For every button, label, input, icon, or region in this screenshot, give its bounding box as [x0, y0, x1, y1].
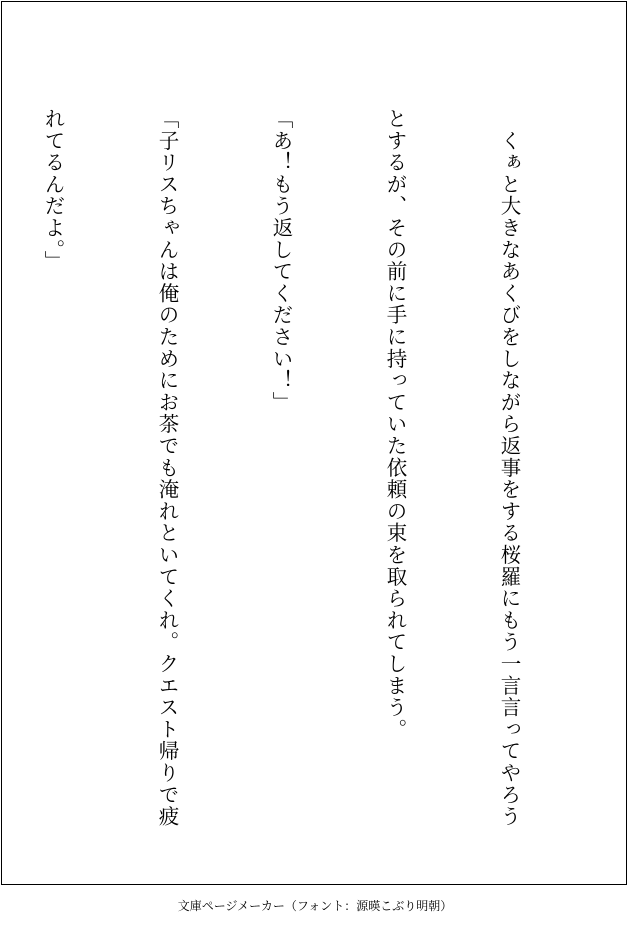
- page-frame: [1, 1, 627, 885]
- footer-caption: 文庫ページメーカー（フォント：源暎こぶり明朝）: [177, 899, 453, 913]
- text-line-3: 「あ！もう返してください！」: [269, 108, 293, 414]
- text-line-1: くぁと大きなあくびをしながら返事をする桜羅にもう一言言ってやろう: [497, 108, 521, 828]
- vertical-text-body: [1, 108, 604, 828]
- text-line-4: 「子リスちゃんは俺のためにお茶でも淹れといてくれ。クエスト帰りで疲: [155, 108, 179, 828]
- text-line-5: れてるんだよ。」: [41, 108, 65, 273]
- text-line-2: とするが、その前に手に持っていた依頼の束を取られてしまう。: [383, 108, 407, 741]
